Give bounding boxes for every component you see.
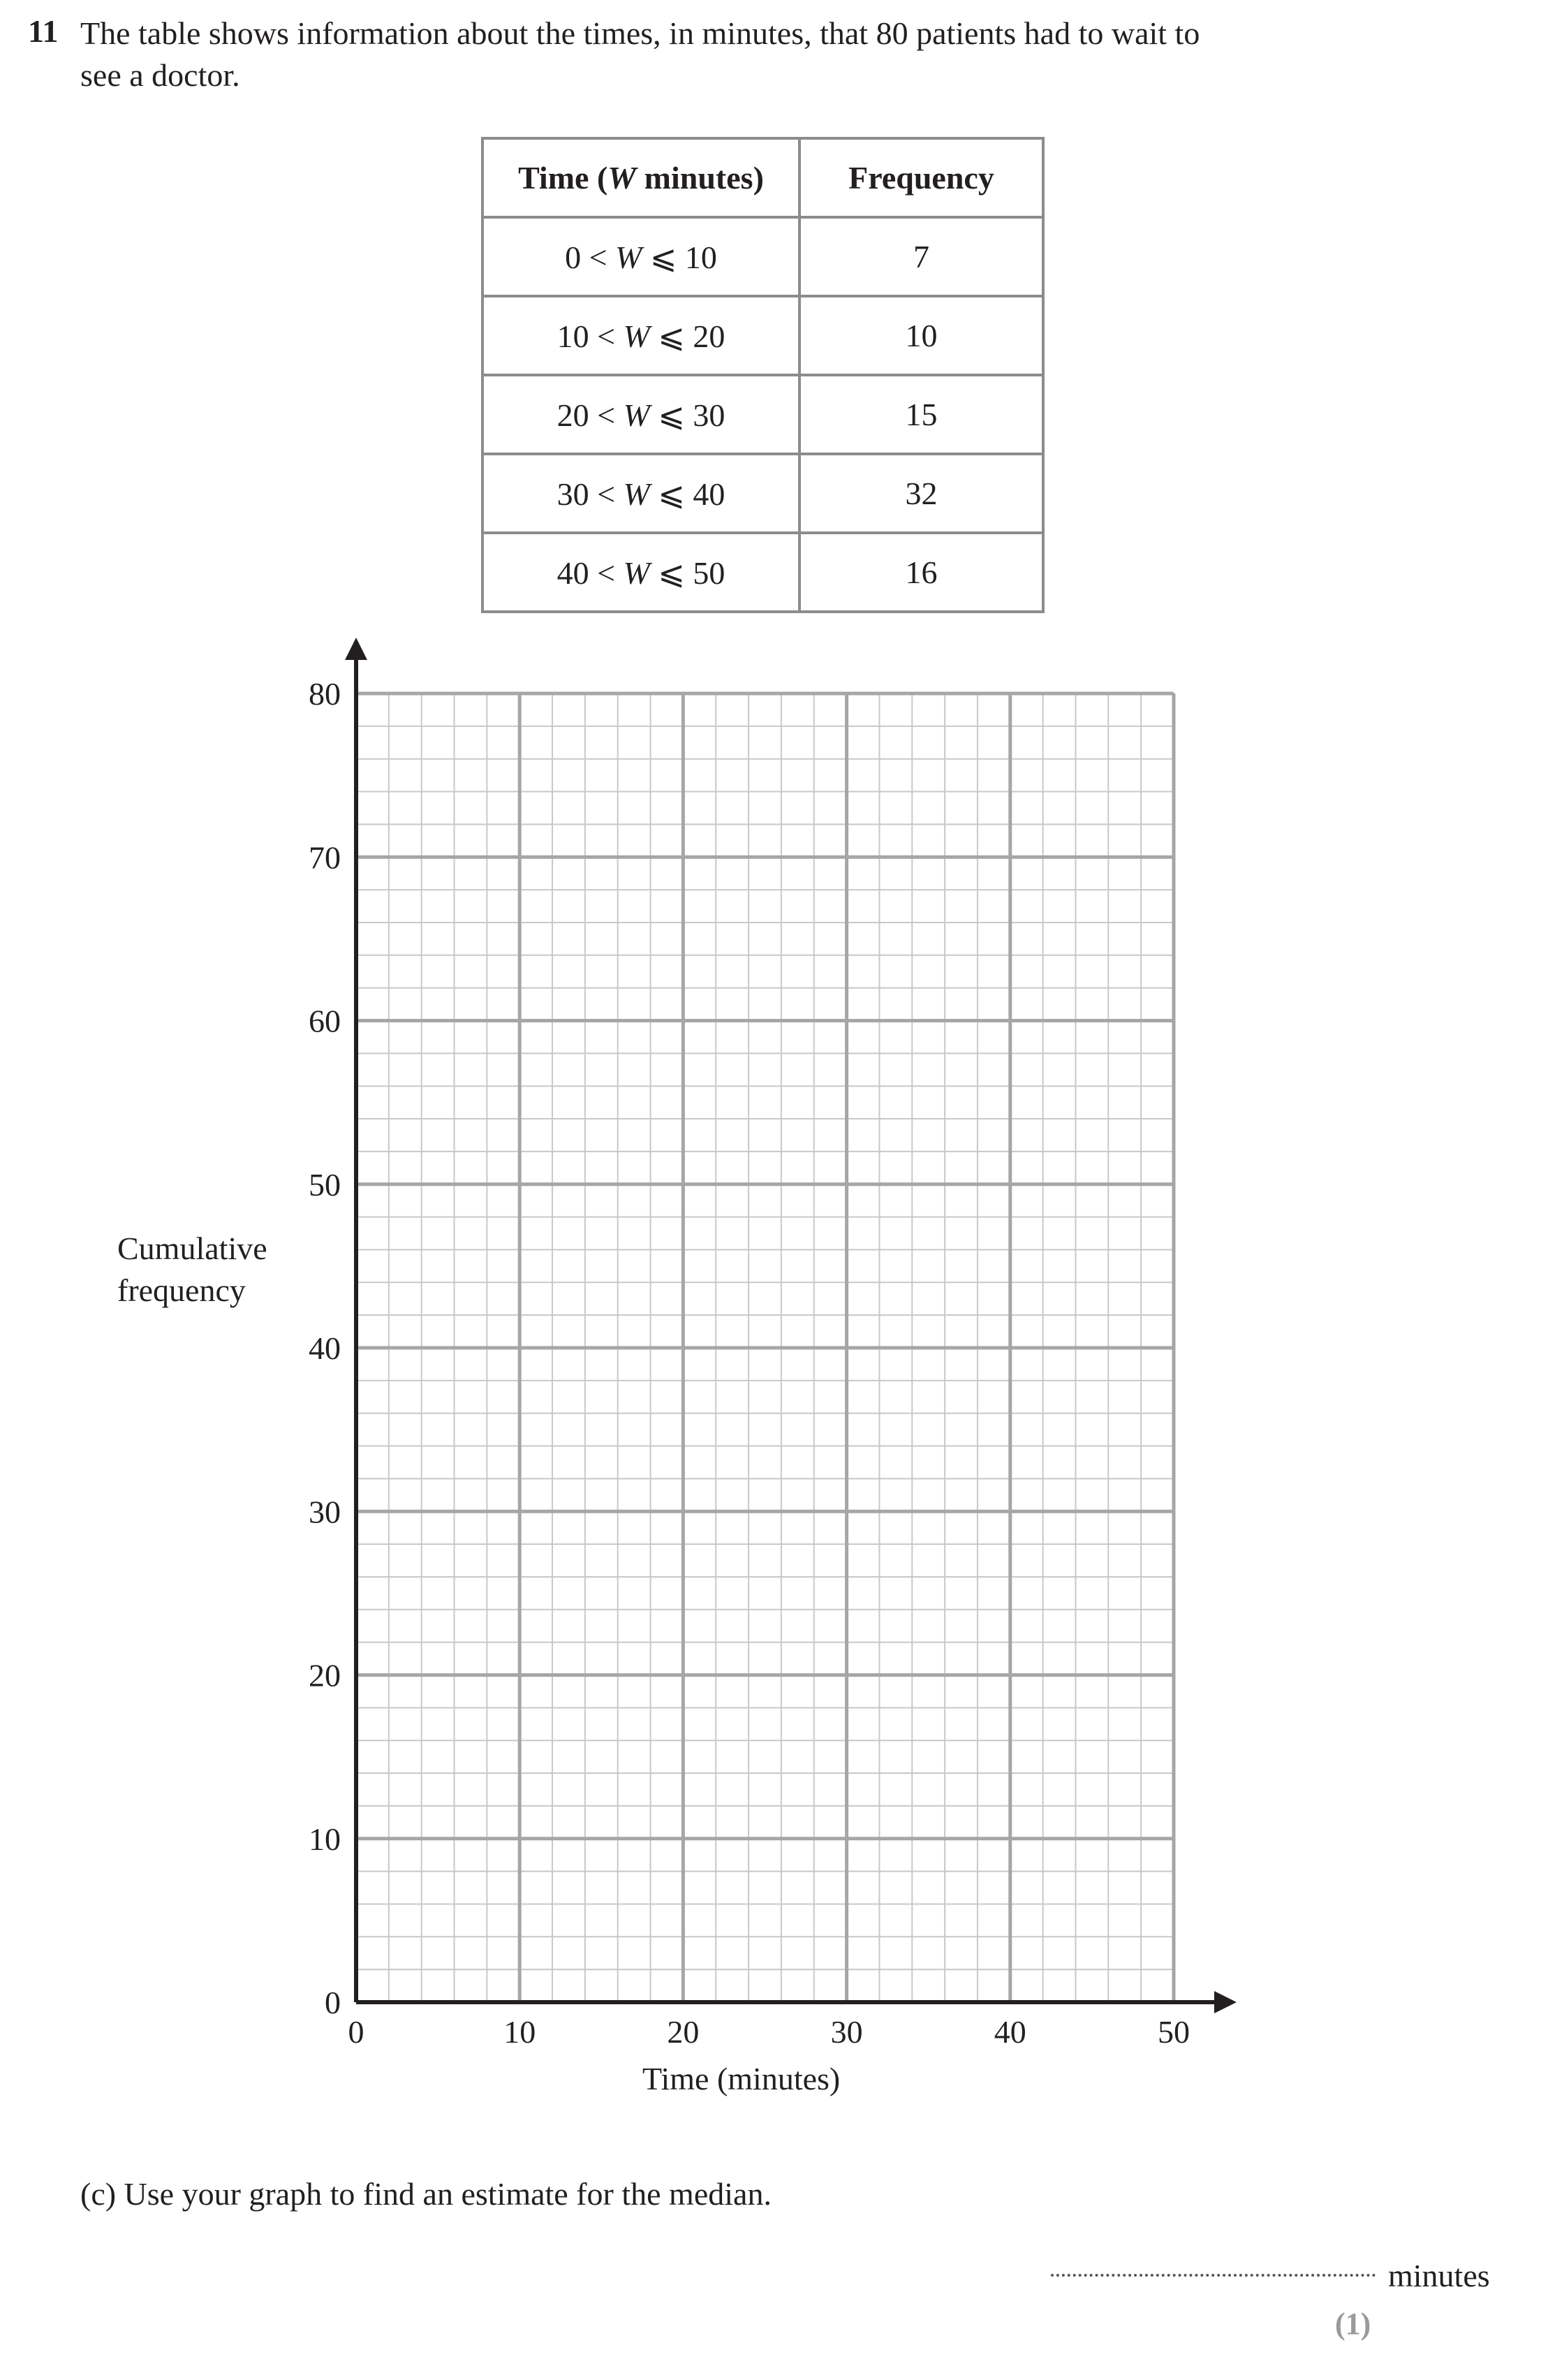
x-axis-label: Time (minutes) [642,2061,841,2096]
time-interval: 20 < W ⩽ 30 [482,375,799,454]
x-tick-label: 50 [1158,2014,1190,2050]
y-tick-label: 10 [309,1821,341,1857]
x-tick-label: 40 [994,2014,1026,2050]
frequency-value: 15 [799,375,1043,454]
y-tick-label: 40 [309,1330,341,1366]
header-time: Time (W minutes) [482,138,799,217]
marks-label: (1) [1335,2307,1371,2341]
x-axis-arrow [1214,1991,1237,2013]
y-axis-label: Cumulative frequency [117,1231,267,1308]
question-text-line-1: The table shows information about the times, in minutes, that 80 patients had to wait to [80,15,1200,51]
time-interval: 0 < W ⩽ 10 [482,217,799,296]
frequency-value: 7 [799,217,1043,296]
x-tick-label: 30 [830,2014,863,2050]
y-tick-label: 80 [309,676,341,712]
part-c-question: (c) Use your graph to find an estimate for the median. [80,2176,772,2212]
question-number: 11 [28,13,59,49]
y-tick-label: 70 [309,839,341,876]
y-tick-label: 20 [309,1657,341,1694]
frequency-value: 16 [799,533,1043,612]
time-interval: 10 < W ⩽ 20 [482,296,799,375]
question-text-line-2: see a doctor. [80,57,240,93]
axes [345,638,1237,2013]
time-interval: 40 < W ⩽ 50 [482,533,799,612]
header-frequency: Frequency [799,138,1043,217]
y-tick-label: 50 [309,1166,341,1203]
frequency-value: 10 [799,296,1043,375]
y-tick-label: 0 [325,1985,341,2020]
answer-unit: minutes [1388,2258,1490,2293]
y-tick-label: 30 [309,1494,341,1530]
x-tick-label: 20 [667,2014,700,2050]
x-tick-label: 10 [503,2014,536,2050]
frequency-value: 32 [799,454,1043,533]
y-tick-label: 60 [309,1003,341,1039]
y-axis-arrow [345,638,367,660]
x-tick-label: 0 [348,2014,364,2050]
answer-line[interactable] [1051,2274,1376,2277]
time-interval: 30 < W ⩽ 40 [482,454,799,533]
